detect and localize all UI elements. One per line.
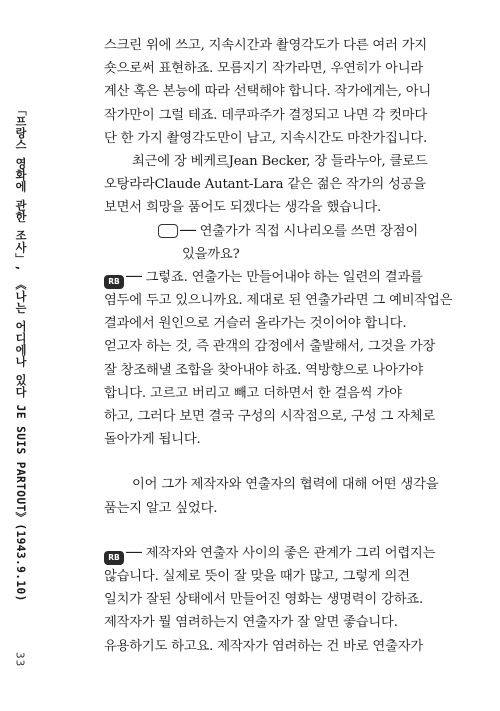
- speaker-badge-rb: RB: [104, 275, 124, 289]
- question-text: ── 연출가가 직접 시나리오를 쓰면 장점이: [180, 223, 419, 239]
- text-line: 돌아가게 됩니다.: [104, 432, 201, 448]
- text-line: 않습니다. 실제로 뜻이 잘 맞을 때가 많고, 그렇게 의견: [104, 568, 410, 584]
- running-title-text: 「프랑스 영화에 관한 조사」, 《나는 어디에나 있다 JE SUIS PARTOUT》(1943.9.10): [14, 104, 27, 602]
- text-line: 제작자가 뭘 염려하는지 연출자가 잘 알면 좋습니다.: [104, 615, 398, 631]
- speaker-badge-rb: RB: [104, 551, 124, 565]
- text-line: 결과에서 원인으로 거슬러 올라가는 것이어야 합니다.: [104, 316, 407, 332]
- body-text: [104, 34, 484, 658]
- text-line: 단 한 가지 촬영각도만이 남고, 지속시간도 마찬가집니다.: [104, 130, 428, 146]
- interviewer-marker: [158, 224, 178, 238]
- narration-line: 품는지 알고 싶었다.: [104, 500, 218, 516]
- text-line: 작가만이 그럴 테죠. 데쿠파주가 결정되고 나면 각 컷마다: [104, 107, 428, 123]
- text-line: 스크린 위에 쓰고, 지속시간과 촬영각도가 다른 여러 가지: [104, 38, 428, 53]
- page-number: [9, 652, 31, 692]
- text-line: 염두에 두고 있으니까요. 제대로 된 연출가라면 그 예비작업은: [104, 293, 453, 309]
- text-line: 최근에 장 베케르Jean Becker, 장 들라누아, 클로드: [132, 153, 428, 169]
- answer-text: ── 그렇죠. 연출가는 만들어내야 하는 일련의 결과를: [126, 269, 423, 285]
- text-line: 오탕라라Claude Autant-Lara 같은 젊은 작가의 성공을: [104, 177, 426, 193]
- text-line: 합니다. 고르고 버리고 빼고 더하면서 한 걸음씩 가야: [104, 385, 402, 401]
- text-line: 계산 혹은 본능에 따라 선택해야 합니다. 작가에게는, 아니: [104, 84, 432, 100]
- text-line: 얻고자 하는 것, 즉 관객의 감정에서 출발해서, 그것을 가장: [104, 339, 436, 355]
- text-line: 숏으로써 표현하죠. 모름지기 작가라면, 우연히가 아니라: [104, 61, 424, 77]
- text-line: 잘 창조해낼 조합을 찾아내야 하죠. 역방향으로 나아가야: [104, 362, 424, 378]
- paragraph-gap: [104, 520, 484, 542]
- answer-line: [104, 266, 484, 289]
- answer-text: ── 제작자와 연출자 사이의 좋은 관계가 그리 어렵지는: [126, 545, 436, 561]
- question-line: [104, 220, 484, 243]
- text-line: 일치가 잘된 상태에서 만들어진 영화는 생명력이 강하죠.: [104, 592, 424, 608]
- text-line: 보면서 희망을 품어도 되겠다는 생각을 했습니다.: [104, 200, 382, 216]
- text-line: 유용하기도 하고요. 제작자가 염려하는 건 바로 연출자가: [104, 638, 424, 654]
- page-number-text: 33: [13, 652, 27, 668]
- question-line: 있을까요?: [182, 246, 240, 262]
- text-line: 하고, 그러다 보면 결국 구성의 시작점으로, 구성 그 자체로: [104, 409, 436, 424]
- paragraph-gap: [104, 451, 484, 473]
- answer-line: [104, 542, 484, 565]
- running-title: [2, 104, 38, 634]
- narration-line: 이어 그가 제작자와 연출자의 협력에 대해 어떤 생각을: [132, 477, 439, 493]
